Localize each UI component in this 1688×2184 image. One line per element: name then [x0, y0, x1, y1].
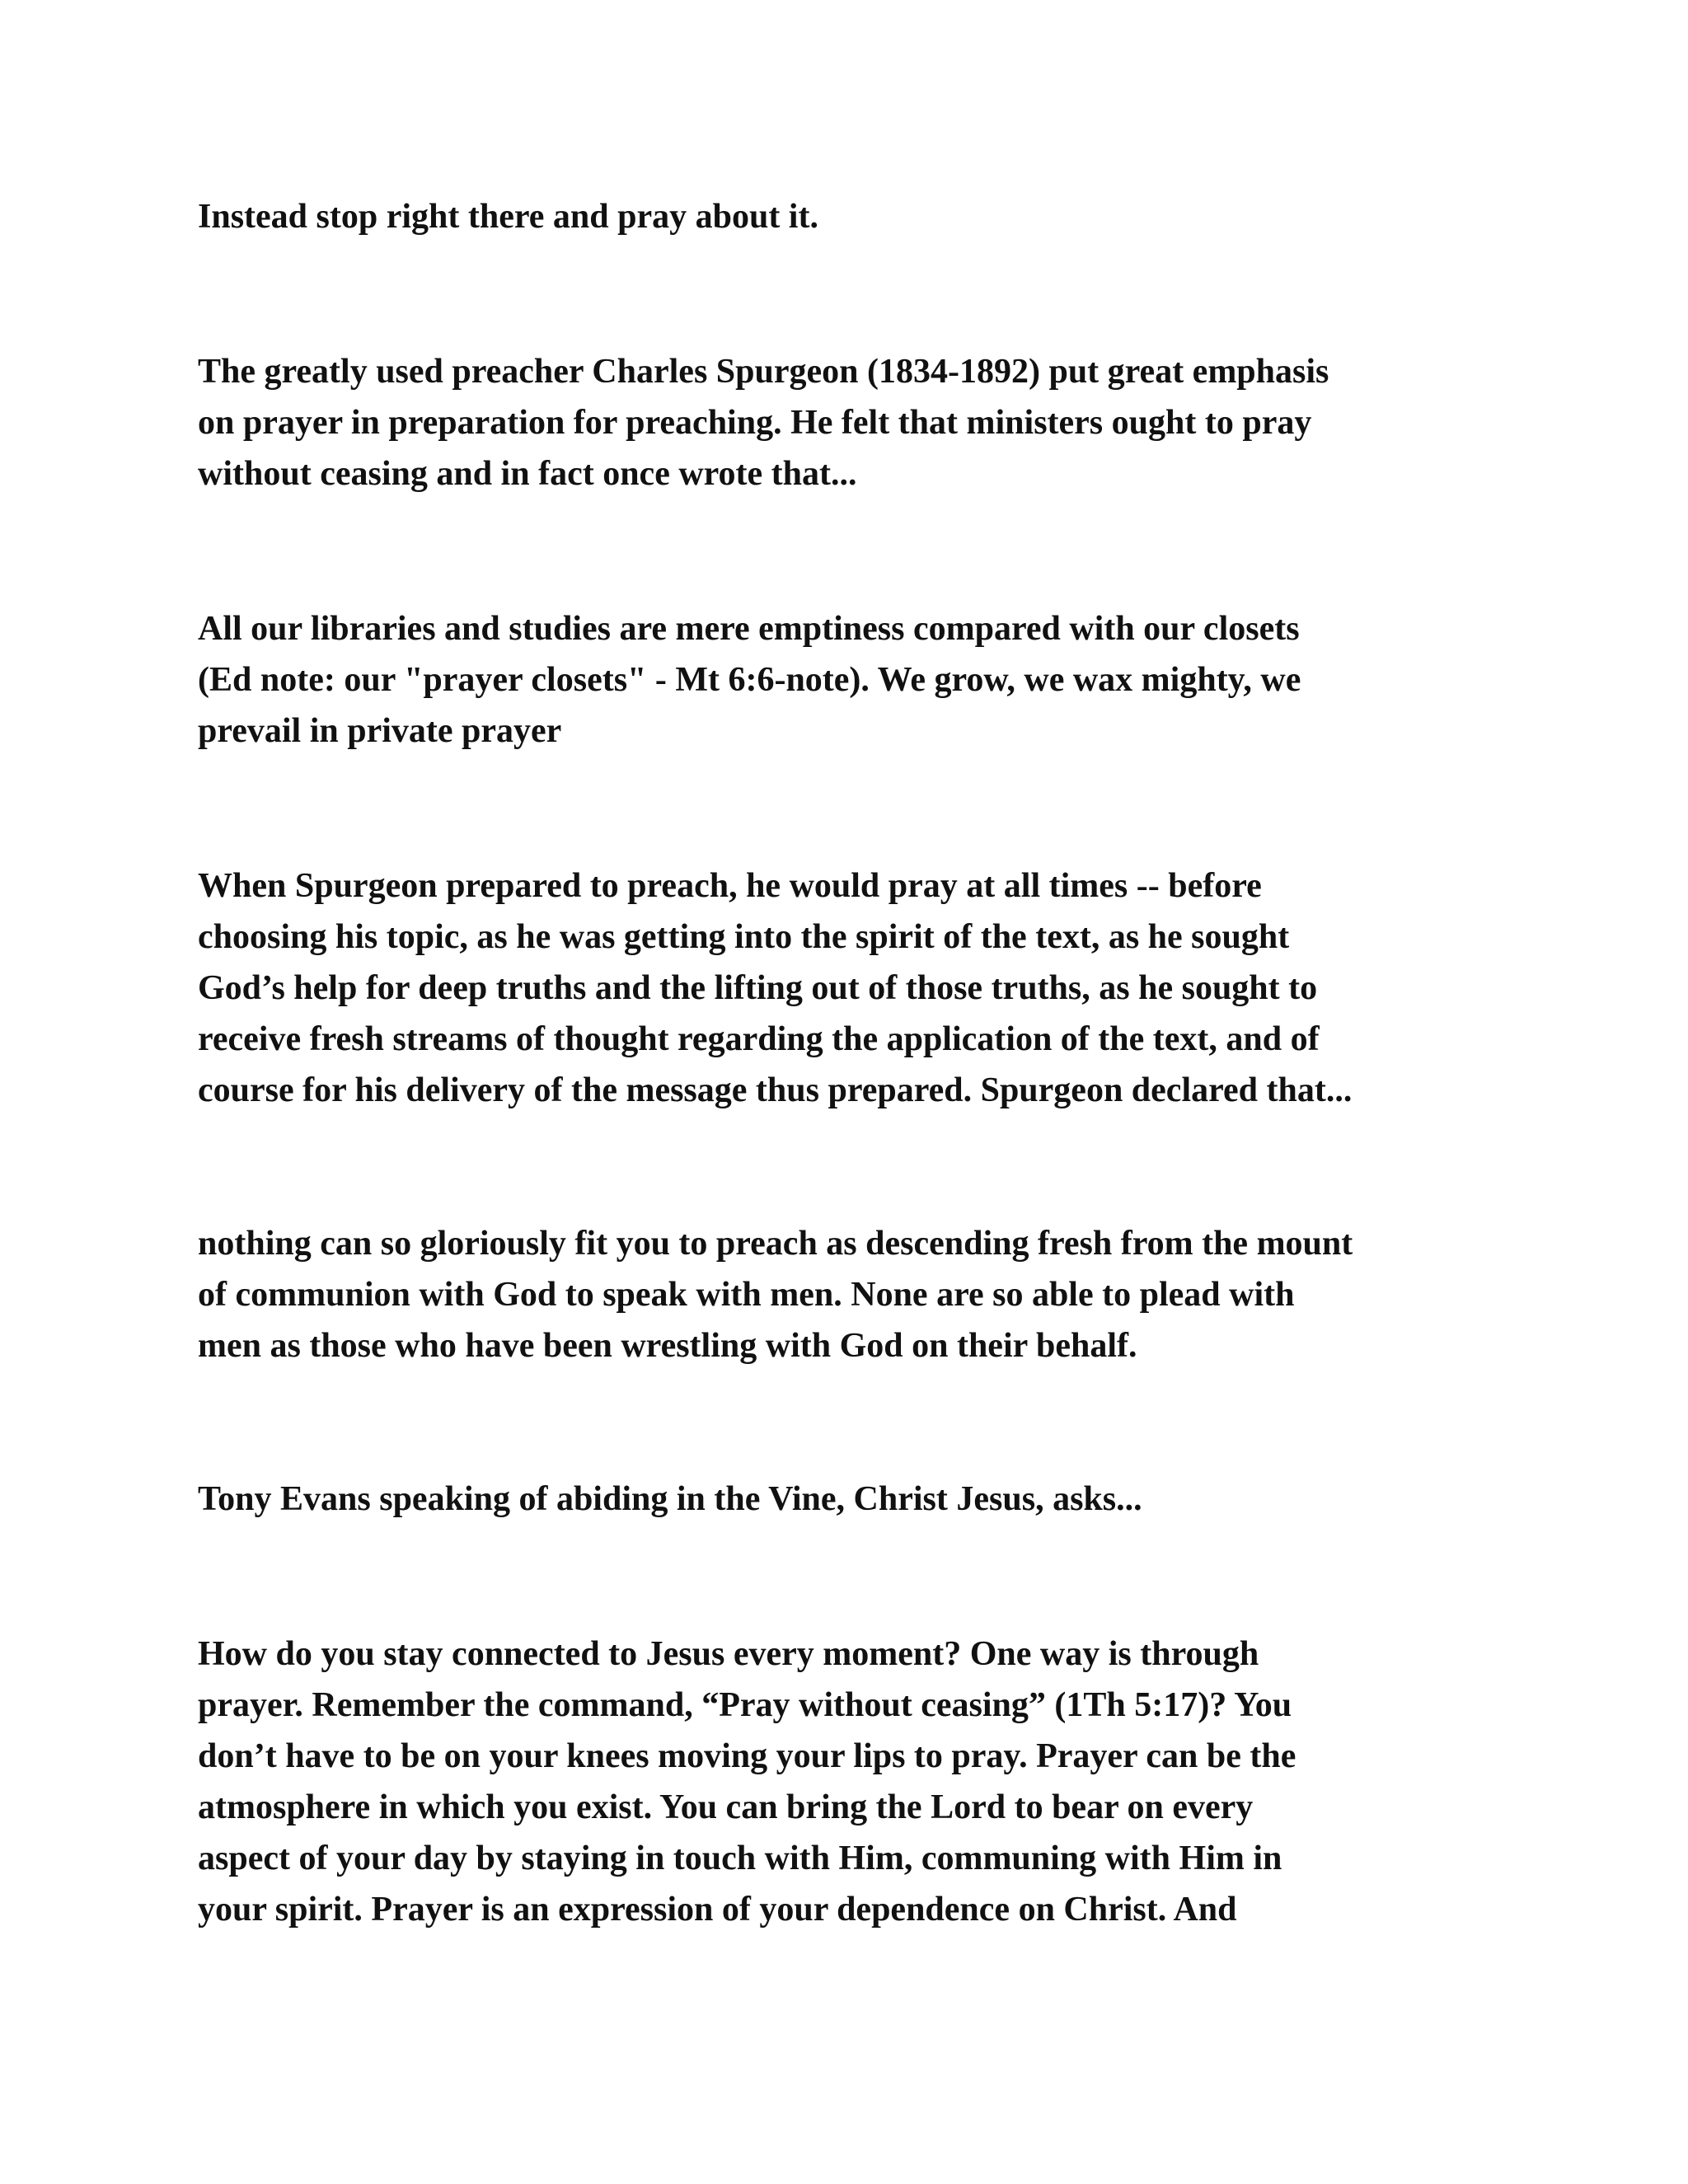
text-line: God’s help for deep truths and the lifting out of those truths, as he sought to: [198, 969, 1318, 1007]
text-line: don’t have to be on your knees moving your lips to pray. Prayer can be the: [198, 1737, 1296, 1775]
paragraph-spurgeon-quote-mount: [198, 1218, 1533, 1371]
text-line: prevail in private prayer: [198, 712, 562, 750]
text-line: All our libraries and studies are mere emptiness compared with our closets: [198, 610, 1300, 648]
text-line: course for his delivery of the message thus prepared. Spurgeon declared that...: [198, 1071, 1353, 1109]
text-line: on prayer in preparation for preaching. He felt that ministers ought to pray: [198, 404, 1312, 442]
text-line: prayer. Remember the command, “Pray without ceasing” (1Th 5:17)? You: [198, 1686, 1292, 1724]
text-line: your spirit. Prayer is an expression of your dependence on Christ. And: [198, 1891, 1237, 1929]
text-line: men as those who have been wrestling with God on their behalf.: [198, 1327, 1137, 1365]
text-line: choosing his topic, as he was getting into the spirit of the text, as he sought: [198, 918, 1290, 956]
text-line: When Spurgeon prepared to preach, he would pray at all times -- before: [198, 867, 1262, 905]
text-line: receive fresh streams of thought regarding the application of the text, and of: [198, 1020, 1320, 1058]
text-line: atmosphere in which you exist. You can bring the Lord to bear on every: [198, 1788, 1254, 1826]
paragraph-tony-evans-intro: [198, 1474, 1533, 1525]
text-line: How do you stay connected to Jesus every moment? One way is through: [198, 1635, 1259, 1673]
paragraph-spurgeon-quote-closets: [198, 603, 1533, 757]
text-line: The greatly used preacher Charles Spurgeon (1834-1892) put great emphasis: [198, 353, 1329, 391]
text-line: without ceasing and in fact once wrote that...: [198, 455, 857, 493]
text-line: nothing can so gloriously fit you to preach as descending fresh from the mount: [198, 1225, 1353, 1263]
text-line: aspect of your day by staying in touch with Him, communing with Him in: [198, 1840, 1282, 1877]
text-line: (Ed note: our "prayer closets" - Mt 6:6-note). We grow, we wax mighty, we: [198, 661, 1301, 699]
paragraph-spurgeon-intro: [198, 346, 1533, 499]
paragraph-spurgeon-preparation: [198, 860, 1533, 1116]
text-line: of communion with God to speak with men. None are so able to plead with: [198, 1276, 1295, 1314]
text-line: Tony Evans speaking of abiding in the Vine, Christ Jesus, asks...: [198, 1480, 1142, 1518]
text-line: Instead stop right there and pray about it.: [198, 198, 818, 236]
paragraph-tony-evans-quote: [198, 1629, 1533, 1935]
paragraph-stop-and-pray: [198, 191, 1533, 242]
